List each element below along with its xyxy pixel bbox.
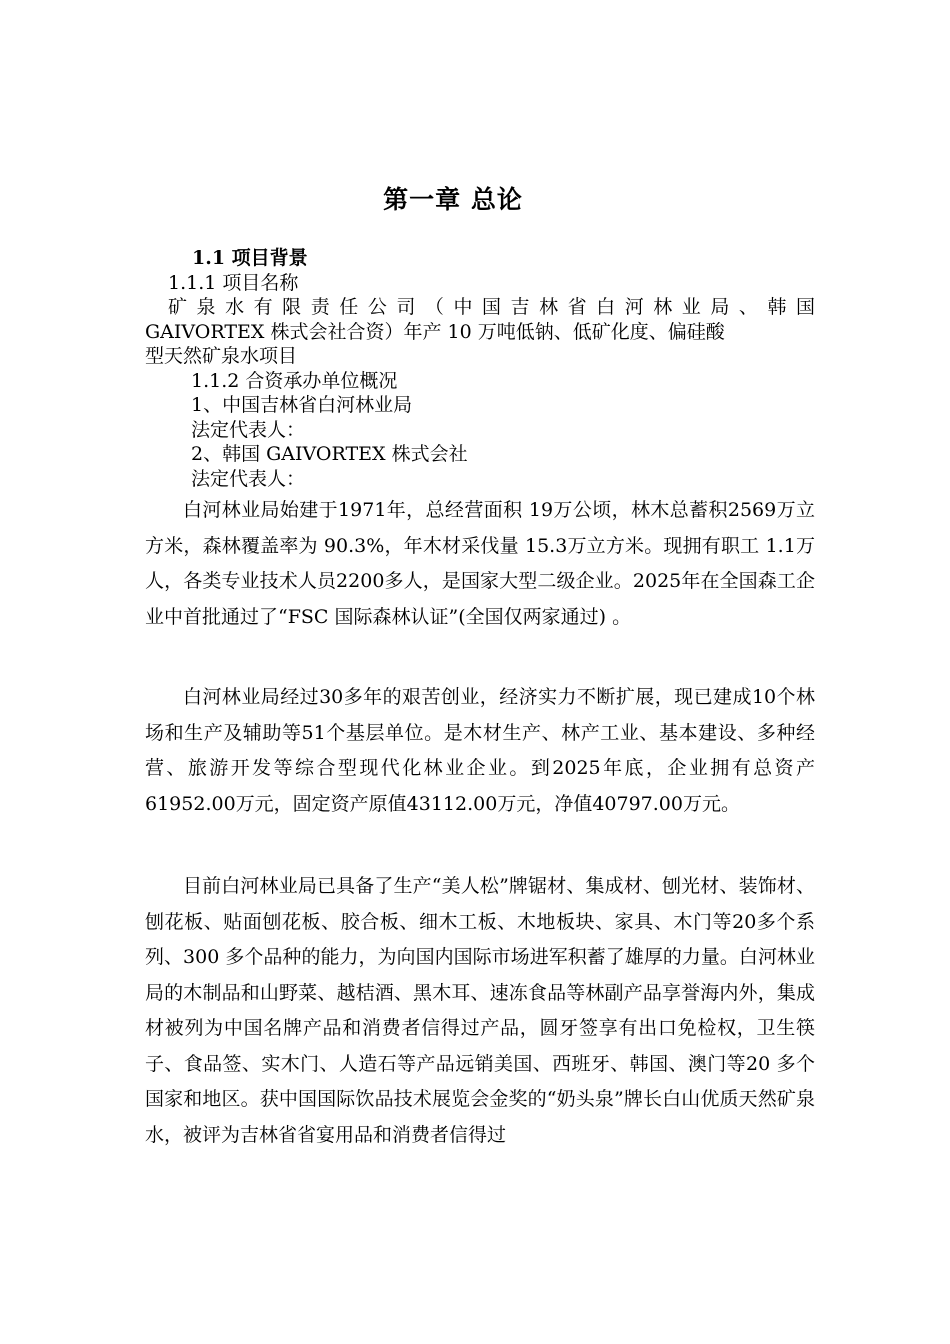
- chapter-title: 第一章 总论: [383, 185, 523, 214]
- body-paragraph-3-block: [145, 869, 815, 1153]
- section-heading: 1.1 项目背景: [192, 247, 308, 269]
- subsection-heading-units: 1.1.2 合资承办单位概况: [191, 369, 398, 392]
- subsection-heading-project-name: 1.1.1 项目名称: [168, 271, 299, 294]
- legal-representative-2: 法定代表人：: [191, 467, 306, 490]
- body-paragraph-1-block: [145, 493, 815, 635]
- body-paragraph-2: 白河林业局经过30多年的艰苦创业，经济实力不断扩展，现已建成10个林场和生产及辅助等51个基层单位。是木材生产、林产工业、基本建设、多种经营、旅游开发等综合型现代化林业企业。到2025年底，企业拥有总资产61952.00万元，固定资产原值43112.00万元，净值40797.00万元。: [145, 686, 815, 815]
- project-name-line-1: 矿泉水有限责任公司（中国吉林省白河林业局、韩国: [168, 296, 815, 318]
- body-paragraph-3: 目前白河林业局已具备了生产“美人松”牌锯材、集成材、刨光材、装饰材、刨花板、贴面刨花板、胶合板、细木工板、木地板块、家具、木门等20多个系列、300 多个品种的能力，为向国内国际市场进军积蓄了雄厚的力量。白河林业局的木制品和山野菜、越桔酒、黑木耳、速冻食品等林副产品享誉海内外，集成材被列为中国名牌产品和消费者信得过产品，圆牙签享有出口免检权，卫生筷子、食品签、实木门、人造石等产品远销美国、西班牙、韩国、澳门等20 多个国家和地区。获中国国际饮品技术展览会金奖的“奶头泉”牌长白山优质天然矿泉水，被评为吉林省省宴用品和消费者信得过: [145, 875, 815, 1146]
- project-name-line-2: GAIVORTEX 株式会社合资）年产 10 万吨低钠、低矿化度、偏硅酸: [145, 320, 725, 343]
- heading-block: [145, 246, 815, 491]
- project-name-line-3: 型天然矿泉水项目: [145, 345, 298, 367]
- body-paragraph-2-block: [145, 680, 815, 822]
- legal-representative-1: 法定代表人：: [191, 418, 306, 441]
- unit-item-1: 1、中国吉林省白河林业局: [191, 394, 413, 416]
- body-paragraph-1: 白河林业局始建于1971年，总经营面积 19万公顷，林木总蓄积2569万立方米，森林覆盖率为 90.3%，年木材采伐量 15.3万立方米。现拥有职工 1.1万人，各类专业技术人员2200多人，是国家大型二级企业。2025年在全国森工企业中首批通过了“FSC 国际森林认证”(全国仅两家通过) 。: [145, 499, 815, 628]
- unit-item-2: 2、韩国 GAIVORTEX 株式会社: [191, 443, 468, 465]
